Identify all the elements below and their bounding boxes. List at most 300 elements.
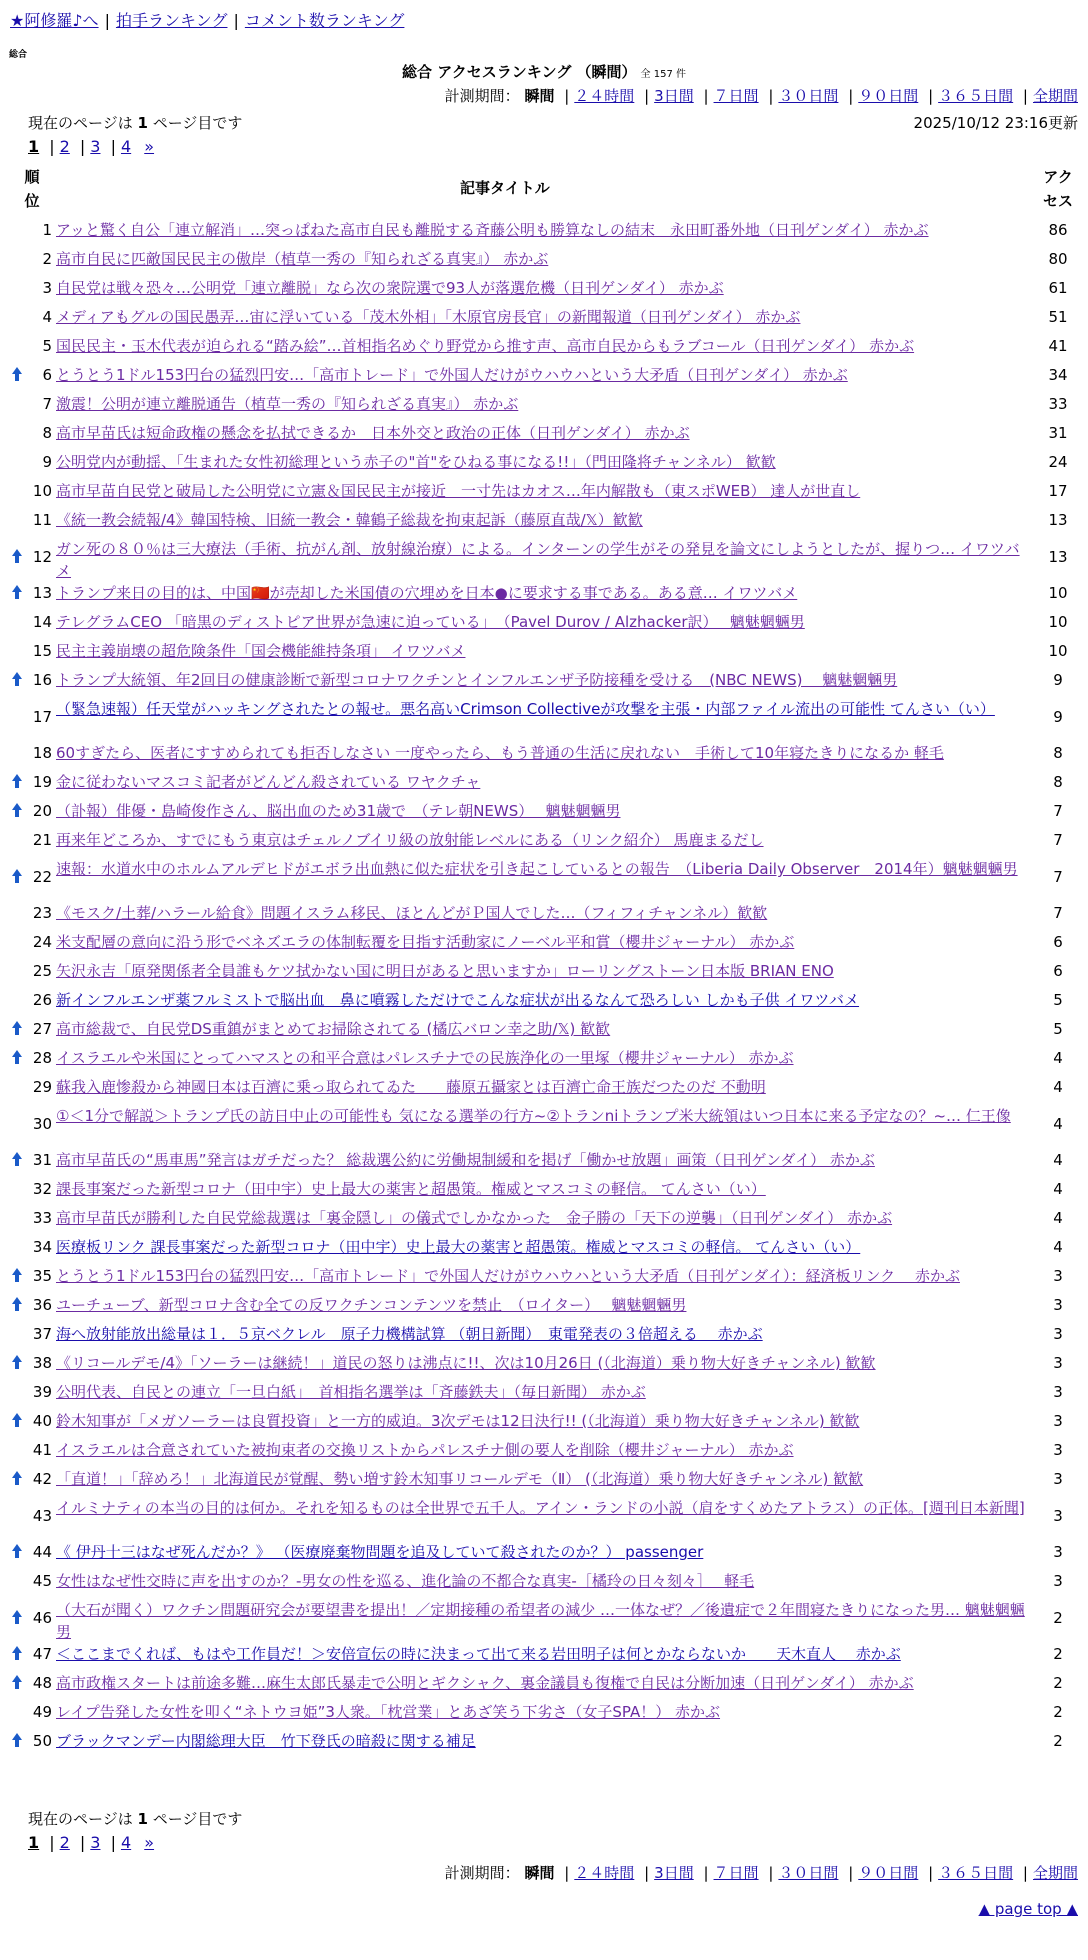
- article-title-cell: [56, 858, 1031, 880]
- article-link[interactable]: 新インフルエンザ薬フルミストで脳出血 鼻に噴霧しただけでこんな症状が出るなんて恐ろしい しかも子供 イワツバメ: [56, 991, 860, 1009]
- access-count: 24: [1048, 453, 1068, 471]
- access-count: 3: [1053, 1507, 1063, 1525]
- table-row: [0, 768, 1088, 797]
- access-count: 4: [1053, 1049, 1063, 1067]
- access-count: 9: [1053, 708, 1063, 726]
- rank-number: 43: [32, 1507, 52, 1525]
- article-link[interactable]: イスラエルは合意されていた被拘束者の交換リストからパレスチナ側の要人を削除（櫻井ジャーナル） 赤かぶ: [56, 1441, 794, 1459]
- period-selector-bottom: 計測期間： 瞬間 | ２４時間 | 3日間 | ７日間 | ３０日間 | ９０日間 | ３６５日間 | 全期間: [444, 1864, 1078, 1882]
- table-row: [0, 986, 1088, 1015]
- pager-link-3[interactable]: 3: [90, 137, 101, 156]
- category-tag: 総合: [9, 50, 28, 60]
- table-row: [0, 1175, 1088, 1204]
- rank-number: 4: [42, 308, 52, 326]
- access-count: 3: [1053, 1543, 1063, 1561]
- rank-up-arrow-icon: [10, 869, 24, 885]
- rank-number: 40: [32, 1412, 52, 1430]
- table-row: [0, 1538, 1088, 1567]
- rank-number: 6: [42, 366, 52, 384]
- article-link[interactable]: ガン死の８０％は三大療法（手術、抗がん剤、放射線治療）による。インターンの学生がその発見を論文にしようとしたが、握りつ… イワツバメ: [56, 540, 1020, 580]
- article-link[interactable]: 《リコールデモ/4》「ソーラーは継続！」道民の怒りは沸点に!!、次は10月26日 (（北海道）乗り物大好きチャンネル) 歓歓: [56, 1354, 876, 1372]
- article-title-cell: [56, 248, 1031, 270]
- article-title-cell: [56, 669, 1031, 691]
- article-link[interactable]: 激震！公明が連立離脱通告（植草一秀の『知られざる真実』） 赤かぶ: [56, 395, 519, 413]
- table-row: [0, 332, 1088, 361]
- article-title-cell: [56, 1178, 1031, 1200]
- page-top-link[interactable]: ▲ page top ▲: [978, 1900, 1078, 1918]
- access-count: 80: [1048, 250, 1068, 268]
- article-link[interactable]: 「直道！」「辞めろ！」北海道民が覚醒、勢い増す鈴木知事リコールデモ（Ⅱ） (（北海道）乗り物大好きチャンネル) 歓歓: [56, 1470, 864, 1488]
- page-top: [979, 1898, 1078, 1920]
- rank-up-arrow-icon: [10, 1050, 24, 1066]
- table-row: [0, 1640, 1088, 1669]
- table-row: [0, 1669, 1088, 1698]
- table-row: [0, 1320, 1088, 1349]
- access-count: 2: [1053, 1645, 1063, 1663]
- table-row: [0, 1044, 1088, 1073]
- pager-top: 1 | 2 | 3 | 4 »: [28, 137, 155, 156]
- rank-up-arrow-icon: [10, 1355, 24, 1371]
- access-count: 13: [1048, 548, 1068, 566]
- rank-number: 17: [32, 708, 52, 726]
- table-row: [0, 1015, 1088, 1044]
- rank-number: 35: [32, 1267, 52, 1285]
- period-link-30d[interactable]: ３０日間: [778, 87, 839, 105]
- rank-number: 7: [42, 395, 52, 413]
- article-title-cell: [56, 582, 1031, 604]
- access-count: 3: [1053, 1412, 1063, 1430]
- rank-number: 8: [42, 424, 52, 442]
- article-link[interactable]: ユーチューブ、新型コロナ含む全ての反ワクチンコンテンツを禁止 （ロイター） 魑魅魍魎男: [56, 1296, 687, 1314]
- article-link[interactable]: 医療板リンク 課長事案だった新型コロナ（田中宇）史上最大の薬害と超愚策。権威とマスコミの軽信。 てんさい（い）: [56, 1238, 861, 1256]
- article-link[interactable]: トランプ大統領、年2回目の健康診断で新型コロナワクチンとインフルエンザ予防接種を受ける (NBC NEWS) 魑魅魍魎男: [56, 671, 898, 689]
- rank-number: 21: [32, 831, 52, 849]
- table-row: [0, 1291, 1088, 1320]
- period-link-7d[interactable]: ７日間: [713, 1864, 759, 1882]
- access-count: 34: [1048, 366, 1068, 384]
- rank-number: 31: [32, 1151, 52, 1169]
- table-row: [0, 695, 1088, 739]
- table-row: [0, 1407, 1088, 1436]
- rank-number: 13: [32, 584, 52, 602]
- rank-up-arrow-icon: [10, 803, 24, 819]
- article-link[interactable]: 金に従わないマスコミ記者がどんどん殺されている ワヤクチャ: [56, 773, 481, 791]
- article-link[interactable]: とうとう1ドル153円台の猛烈円安…「高市トレード」で外国人だけがウハウハという大矛盾（日刊ゲンダイ） 赤かぶ: [56, 366, 848, 384]
- article-link[interactable]: ブラックマンデー内閣総理大臣 竹下登氏の暗殺に関する補足: [56, 1732, 476, 1750]
- rank-up-arrow-icon: [10, 367, 24, 383]
- rank-number: 44: [32, 1543, 52, 1561]
- article-link[interactable]: テレグラムCEO 「暗黒のディストピア世界が急速に迫っている」 （Pavel Durov / Alzhacker訳） 魑魅魍魎男: [56, 613, 805, 631]
- article-link[interactable]: トランプ来日の目的は、中国🇨🇳が売却した米国債の穴埋めを日本●に要求する事である。ある意… イワツバメ: [56, 584, 798, 602]
- article-link[interactable]: 高市早苗氏の“馬車馬”発言はガチだった？ 総裁選公約に労働規制緩和を掲げ「働かせ放題」画策（日刊ゲンダイ） 赤かぶ: [56, 1151, 875, 1169]
- article-link[interactable]: アッと驚く自公「連立解消」…突っぱねた高市自民も離脱する斉藤公明も勝算なしの結末 永田町番外地（日刊ゲンダイ） 赤かぶ: [56, 221, 929, 239]
- rank-number: 50: [32, 1732, 52, 1750]
- article-title-cell: [56, 771, 1031, 793]
- article-title-cell: [56, 1730, 1031, 1752]
- access-count: 7: [1053, 802, 1063, 820]
- article-title-cell: [56, 1672, 1031, 1694]
- rank-up-arrow-icon: [10, 774, 24, 790]
- period-link-90d[interactable]: ９０日間: [858, 87, 919, 105]
- table-row: [0, 361, 1088, 390]
- table-row: [0, 1146, 1088, 1175]
- period-link-all[interactable]: 全期間: [1032, 1864, 1078, 1882]
- table-row: [0, 957, 1088, 986]
- rank-number: 1: [42, 221, 52, 239]
- article-link[interactable]: 蘇我入鹿惨殺から神國日本は百濟に乗っ取られてゐた 藤原五攝家とは百濟亡命王族だつたのだ 不動明: [56, 1078, 766, 1096]
- page-info-top: 現在のページは 1 ページ目です: [28, 114, 243, 132]
- article-title-cell: [56, 335, 1031, 357]
- article-link[interactable]: メディアもグルの国民愚弄…宙に浮いている「茂木外相」「木原官房長官」の新聞報道（日刊ゲンダイ） 赤かぶ: [56, 308, 801, 326]
- period-link-24h[interactable]: ２４時間: [574, 1864, 635, 1882]
- period-current: 瞬間: [524, 1864, 555, 1882]
- access-count: 9: [1053, 671, 1063, 689]
- table-row: [0, 1349, 1088, 1378]
- article-link[interactable]: 海へ放射能放出総量は１．５京ベクレル 原子力機構試算 （朝日新聞） 東電発表の３倍超える 赤かぶ: [56, 1325, 763, 1343]
- access-count: 3: [1053, 1325, 1063, 1343]
- article-title-cell: [56, 1207, 1031, 1229]
- article-title-cell: [56, 451, 1031, 473]
- header-title: 記事タイトル: [460, 179, 550, 197]
- pager-current: 1: [28, 137, 40, 156]
- access-count: 4: [1053, 1151, 1063, 1169]
- article-link[interactable]: 課長事案だった新型コロナ（田中宇）史上最大の薬害と超愚策。権威とマスコミの軽信。 てんさい（い）: [56, 1180, 766, 1198]
- rank-number: 5: [42, 337, 52, 355]
- rank-number: 19: [32, 773, 52, 791]
- top-nav: [10, 9, 404, 33]
- article-link[interactable]: ＜ここまでくれば、もはや工作員だ！＞安倍宣伝の時に決まって出て来る岩田明子は何とかならないか 天木直人 赤かぶ: [56, 1645, 901, 1663]
- article-title-cell: [56, 219, 1031, 241]
- table-row: [0, 899, 1088, 928]
- article-link[interactable]: 高市早苗自民党と破局した公明党に立憲＆国民民主が接近 一寸先はカオス…年内解散も（東スポWEB） 達人が世直し: [56, 482, 861, 500]
- article-title-cell: [56, 364, 1031, 386]
- rank-number: 20: [32, 802, 52, 820]
- access-count: 31: [1048, 424, 1068, 442]
- table-row: [0, 1494, 1088, 1538]
- comment-ranking-link[interactable]: コメント数ランキング: [244, 11, 405, 30]
- article-title-cell: [56, 1497, 1031, 1519]
- rank-number: 36: [32, 1296, 52, 1314]
- article-title-cell: [56, 902, 1031, 924]
- access-count: 3: [1053, 1441, 1063, 1459]
- access-count: 6: [1053, 962, 1063, 980]
- article-title-cell: [56, 393, 1031, 415]
- article-link[interactable]: 自民党は戦々恐々…公明党「連立離脱」なら次の衆院選で93人が落選危機（日刊ゲンダイ） 赤かぶ: [56, 279, 724, 297]
- article-title-cell: [56, 1149, 1031, 1171]
- rank-number: 23: [32, 904, 52, 922]
- rank-number: 3: [42, 279, 52, 297]
- table-row: [0, 303, 1088, 332]
- article-title-cell: [56, 1323, 1031, 1345]
- table-row: [0, 245, 1088, 274]
- access-count: 2: [1053, 1703, 1063, 1721]
- access-count: 6: [1053, 933, 1063, 951]
- table-row: [0, 1436, 1088, 1465]
- access-count: 5: [1053, 991, 1063, 1009]
- rank-up-arrow-icon: [10, 1152, 24, 1168]
- header-access: アクセス: [1042, 168, 1073, 210]
- table-row: [0, 448, 1088, 477]
- rank-up-arrow-icon: [10, 1471, 24, 1487]
- nav-separator: |: [104, 11, 110, 30]
- article-title-cell: [56, 1381, 1031, 1403]
- article-title-cell: [56, 1468, 1031, 1490]
- access-count: 4: [1053, 1209, 1063, 1227]
- article-link[interactable]: （訃報）俳優・島崎俊作さん、脳出血のため31歳で （テレ朝NEWS） 魑魅魍魎男: [56, 802, 621, 820]
- rank-number: 15: [32, 642, 52, 660]
- table-row: [0, 506, 1088, 535]
- pager-link-4[interactable]: 4: [120, 1833, 132, 1852]
- access-count: 7: [1053, 868, 1063, 886]
- period-link-3d[interactable]: 3日間: [654, 1864, 694, 1882]
- article-title-cell: [56, 480, 1031, 502]
- article-title-cell: [56, 989, 1031, 1011]
- access-count: 3: [1053, 1572, 1063, 1590]
- article-link[interactable]: 高市早苗氏は短命政権の懸念を払拭できるか 日本外交と政治の正体（日刊ゲンダイ） 赤かぶ: [56, 424, 690, 442]
- period-link-3d[interactable]: 3日間: [654, 87, 694, 105]
- period-link-365d[interactable]: ３６５日間: [938, 87, 1014, 105]
- table-row: [0, 1378, 1088, 1407]
- table-row: [0, 855, 1088, 899]
- rank-number: 30: [32, 1115, 52, 1133]
- article-link[interactable]: 国民民主・玉木代表が迫られる“踏み絵”…首相指名めぐり野党から推す声、高市自民からもラブコール（日刊ゲンダイ） 赤かぶ: [56, 337, 915, 355]
- article-link[interactable]: 《 伊丹十三はなぜ死んだか？》 （医療廃棄物問題を追及していて殺されたのか？） passenger: [56, 1543, 704, 1561]
- pager-bottom: 1 | 2 | 3 | 4 »: [28, 1833, 155, 1852]
- ranking-title: 総合 アクセスランキング （瞬間）: [402, 63, 637, 81]
- access-count: 13: [1048, 511, 1068, 529]
- rank-number: 27: [32, 1020, 52, 1038]
- table-row: [0, 1102, 1088, 1146]
- table-row: [0, 1465, 1088, 1494]
- access-count: 86: [1048, 221, 1068, 239]
- rank-number: 46: [32, 1609, 52, 1627]
- rank-number: 25: [32, 962, 52, 980]
- rank-up-arrow-icon: [10, 1544, 24, 1560]
- rank-number: 32: [32, 1180, 52, 1198]
- article-link[interactable]: 米支配層の意向に沿う形でベネズエラの体制転覆を目指す活動家にノーベル平和賞（櫻井ジャーナル） 赤かぶ: [56, 933, 795, 951]
- table-row: [0, 535, 1088, 579]
- rank-number: 38: [32, 1354, 52, 1372]
- article-link[interactable]: 公明代表、自民との連立「一旦白紙」 首相指名選挙は「斉藤鉄夫」（毎日新聞） 赤かぶ: [56, 1383, 646, 1401]
- article-title-cell: [56, 640, 1031, 662]
- table-row: [0, 739, 1088, 768]
- article-title-cell: [56, 800, 1031, 822]
- article-link[interactable]: 民主主義崩壊の超危険条件「国会機能維持条項」 イワツバメ: [56, 642, 466, 660]
- table-row: [0, 1698, 1088, 1727]
- article-title-cell: [56, 960, 1031, 982]
- period-current: 瞬間: [524, 87, 555, 105]
- article-link[interactable]: 速報：水道水中のホルムアルデヒドがエボラ出血熱に似た症状を引き起こしているとの報告 （Liberia Daily Observer 2014年）魑魅魍魎男: [56, 860, 1018, 878]
- article-title-cell: [56, 1076, 1031, 1098]
- article-title-cell: [56, 1294, 1031, 1316]
- article-title-cell: [56, 1570, 1031, 1592]
- period-link-365d[interactable]: ３６５日間: [938, 1864, 1014, 1882]
- rank-number: 10: [32, 482, 52, 500]
- rank-number: 26: [32, 991, 52, 1009]
- table-row: [0, 666, 1088, 695]
- rank-up-arrow-icon: [10, 1675, 24, 1691]
- access-count: 4: [1053, 1078, 1063, 1096]
- rank-number: 28: [32, 1049, 52, 1067]
- article-title-cell: [56, 1643, 1031, 1665]
- access-count: 33: [1048, 395, 1068, 413]
- item-count: 全 157 件: [640, 69, 686, 80]
- rank-up-arrow-icon: [10, 1413, 24, 1429]
- table-row: [0, 1204, 1088, 1233]
- clap-ranking-link[interactable]: 拍手ランキング: [115, 11, 228, 30]
- access-count: 10: [1048, 613, 1068, 631]
- period-label: 計測期間：: [444, 87, 520, 105]
- article-link[interactable]: 高市総裁で、自民党DS重鎮がまとめてお掃除されてる (橘広バロン幸之助/𝕏) 歓歓: [56, 1020, 611, 1038]
- access-count: 4: [1053, 1180, 1063, 1198]
- rank-up-arrow-icon: [10, 672, 24, 688]
- article-title-cell: [56, 1236, 1031, 1258]
- access-count: 3: [1053, 1296, 1063, 1314]
- article-link[interactable]: 公明党内が動揺、「生まれた女性初総理という赤子の"首"をひねる事になる!!」（門田隆将チャンネル） 歓歓: [56, 453, 776, 471]
- pager-link-2[interactable]: 2: [59, 1833, 70, 1852]
- rank-up-arrow-icon: [10, 585, 24, 601]
- table-row: [0, 1262, 1088, 1291]
- page-info-bottom: 現在のページは 1 ページ目です: [28, 1810, 243, 1828]
- article-link[interactable]: 女性はなぜ性交時に声を出すのか？-男女の性を巡る、進化論の不都合な真実-［橘玲の日々刻々］ 軽毛: [56, 1572, 755, 1590]
- article-title-cell: [56, 1105, 1031, 1127]
- rank-number: 29: [32, 1078, 52, 1096]
- article-title-cell: [56, 1265, 1031, 1287]
- rank-number: 2: [42, 250, 52, 268]
- pager-link-4[interactable]: 4: [120, 137, 132, 156]
- article-link[interactable]: イスラエルや米国にとってハマスとの和平合意はパレスチナでの民族浄化の一里塚（櫻井ジャーナル） 赤かぶ: [56, 1049, 794, 1067]
- article-link[interactable]: 高市政権スタートは前途多難…麻生太郎氏暴走で公明とギクシャク、裏金議員も復権で自民は分断加速（日刊ゲンダイ） 赤かぶ: [56, 1674, 914, 1692]
- rank-number: 11: [32, 511, 52, 529]
- article-link[interactable]: 《モスク/土葬/ハラール給食》問題イスラム移民、ほとんどがＰ国人でした…（フィフィチャンネル）歓歓: [56, 904, 768, 922]
- rank-number: 18: [32, 744, 52, 762]
- access-count: 7: [1053, 904, 1063, 922]
- rank-number: 24: [32, 933, 52, 951]
- table-row: [0, 608, 1088, 637]
- table-row: [0, 797, 1088, 826]
- table-row: [0, 477, 1088, 506]
- rank-up-arrow-icon: [10, 1297, 24, 1313]
- period-link-24h[interactable]: ２４時間: [574, 87, 635, 105]
- article-link[interactable]: 再来年どころか、すでにもう東京はチェルノブイリ級の放射能レベルにある（リンク紹介） 馬鹿まるだし: [56, 831, 764, 849]
- table-row: [0, 1596, 1088, 1640]
- rank-number: 14: [32, 613, 52, 631]
- article-link[interactable]: 《統一教会続報/4》韓国特検、旧統一教会・韓鶴子総裁を拘束起訴（藤原直哉/𝕏）歓歓: [56, 511, 643, 529]
- rank-number: 41: [32, 1441, 52, 1459]
- access-count: 2: [1053, 1609, 1063, 1627]
- rank-up-arrow-icon: [10, 1268, 24, 1284]
- access-count: 3: [1053, 1470, 1063, 1488]
- access-count: 2: [1053, 1732, 1063, 1750]
- rank-number: 33: [32, 1209, 52, 1227]
- rank-up-arrow-icon: [10, 549, 24, 565]
- table-row: [0, 637, 1088, 666]
- article-title-cell: [56, 1541, 1031, 1563]
- article-link[interactable]: 高市自民に匹敵国民民主の傲岸（植草一秀の『知られざる真実』） 赤かぶ: [56, 250, 549, 268]
- rank-number: 47: [32, 1645, 52, 1663]
- article-link[interactable]: レイプ告発した女性を叩く“ネトウヨ姫”3人衆。「枕営業」とあざ笑う下劣さ（女子SPA！） 赤かぶ: [56, 1703, 721, 1721]
- article-link[interactable]: イルミナティの本当の目的は何か。それを知るものは全世界で五千人。アイン・ランドの小説（肩をすくめたアトラス）の正体。[週刊日本新聞]: [56, 1499, 1025, 1517]
- rank-number: 39: [32, 1383, 52, 1401]
- period-link-90d[interactable]: ９０日間: [858, 1864, 919, 1882]
- article-link[interactable]: 60すぎたら、医者にすすめられても拒否しなさい 一度やったら、もう普通の生活に戻れない 手術して10年寝たきりになるか 軽毛: [56, 744, 944, 762]
- article-title-cell: [56, 1047, 1031, 1069]
- updated-time: 2025/10/12 23:16更新: [913, 114, 1078, 132]
- table-row: [0, 1727, 1088, 1756]
- nav-separator: |: [233, 11, 239, 30]
- article-title-cell: [56, 1701, 1031, 1723]
- period-link-all[interactable]: 全期間: [1032, 87, 1078, 105]
- access-count: 41: [1048, 337, 1068, 355]
- access-count: 3: [1053, 1383, 1063, 1401]
- article-title-cell: [56, 538, 1031, 582]
- table-row: [0, 390, 1088, 419]
- rank-number: 16: [32, 671, 52, 689]
- article-link[interactable]: 鈴木知事が「メガソーラーは良質投資」と一方的威迫。3次デモは12日決行!! (（北海道）乗り物大好きチャンネル) 歓歓: [56, 1412, 860, 1430]
- article-title-cell: [56, 422, 1031, 444]
- access-count: 2: [1053, 1674, 1063, 1692]
- access-count: 4: [1053, 1115, 1063, 1133]
- access-count: 51: [1048, 308, 1068, 326]
- pager-next[interactable]: »: [144, 137, 155, 156]
- article-title-cell: [56, 306, 1031, 328]
- rank-up-arrow-icon: [10, 1610, 24, 1626]
- article-link[interactable]: ①＜1分で解説＞トランプ氏の訪日中止の可能性も 気になる選挙の行方~②トランniトランプ米大統領はいつ日本に来る予定なの？~… 仁王像: [56, 1107, 1011, 1125]
- access-count: 10: [1048, 584, 1068, 602]
- home-link[interactable]: ★阿修羅♪へ: [10, 11, 99, 30]
- header-rank: 順位: [24, 168, 40, 210]
- article-title-cell: [56, 698, 1031, 720]
- rank-number: 48: [32, 1674, 52, 1692]
- access-count: 17: [1048, 482, 1068, 500]
- article-title-cell: [56, 829, 1031, 851]
- table-row: [0, 826, 1088, 855]
- table-row: [0, 1233, 1088, 1262]
- pager-link-2[interactable]: 2: [59, 137, 70, 156]
- access-count: 8: [1053, 773, 1063, 791]
- period-link-30d[interactable]: ３０日間: [778, 1864, 839, 1882]
- article-link[interactable]: （緊急速報）任天堂がハッキングされたとの報せ。悪名高いCrimson Collectiveが攻撃を主張・内部ファイル流出の可能性 てんさい（い）: [56, 700, 995, 718]
- article-title-cell: [56, 931, 1031, 953]
- rank-number: 34: [32, 1238, 52, 1256]
- article-link[interactable]: 高市早苗氏が勝利した自民党総裁選は「裏金隠し」の儀式でしかなかった 金子勝の「天下の逆襲」（日刊ゲンダイ） 赤かぶ: [56, 1209, 893, 1227]
- access-count: 10: [1048, 642, 1068, 660]
- article-link[interactable]: 矢沢永吉「原発関係者全員誰もケツ拭かない国に明日があると思いますか」ローリングストーン日本版 BRIAN ENO: [56, 962, 834, 980]
- access-count: 4: [1053, 1238, 1063, 1256]
- table-row: [0, 579, 1088, 608]
- pager-current: 1: [28, 1833, 40, 1852]
- article-link[interactable]: とうとう1ドル153円台の猛烈円安…「高市トレード」で外国人だけがウハウハという大矛盾（日刊ゲンダイ）：経済板リンク 赤かぶ: [56, 1267, 960, 1285]
- pager-link-3[interactable]: 3: [90, 1833, 101, 1852]
- rank-number: 9: [42, 453, 52, 471]
- period-link-7d[interactable]: ７日間: [713, 87, 759, 105]
- table-row: [0, 928, 1088, 957]
- pager-next[interactable]: »: [144, 1833, 155, 1852]
- period-label: 計測期間：: [444, 1864, 520, 1882]
- article-link[interactable]: （大石が聞く）ワクチン問題研究会が要望書を提出！／定期接種の希望者の減少 …一体なぜ？／後遺症で２年間寝たきりになった男… 魑魅魍魎男: [56, 1601, 1025, 1641]
- access-count: 7: [1053, 831, 1063, 849]
- article-title-cell: [56, 1410, 1031, 1432]
- period-selector-top: 計測期間： 瞬間 | ２４時間 | 3日間 | ７日間 | ３０日間 | ９０日間 | ３６５日間 | 全期間: [444, 87, 1078, 105]
- article-title-cell: [56, 1018, 1031, 1040]
- access-count: 5: [1053, 1020, 1063, 1038]
- table-row: [0, 274, 1088, 303]
- rank-number: 22: [32, 868, 52, 886]
- rank-number: 45: [32, 1572, 52, 1590]
- article-title-cell: [56, 1599, 1031, 1643]
- article-title-cell: [56, 1352, 1031, 1374]
- rank-number: 37: [32, 1325, 52, 1343]
